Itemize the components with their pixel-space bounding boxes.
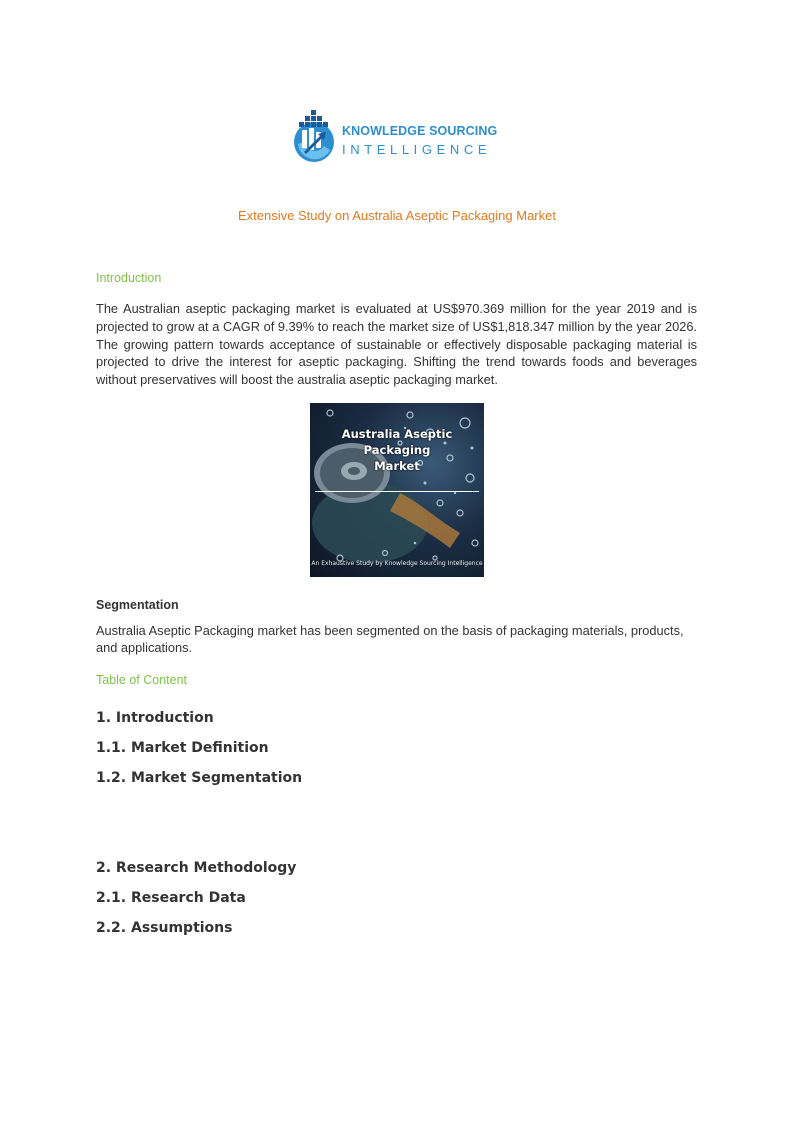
toc-item-assumptions: 2.2. Assumptions	[96, 920, 233, 936]
toc-item-research-methodology: 2. Research Methodology	[96, 860, 297, 876]
toc-item-introduction: 1. Introduction	[96, 710, 214, 726]
introduction-heading: Introduction	[96, 271, 162, 285]
segmentation-heading: Segmentation	[96, 598, 179, 612]
report-cover-image	[310, 403, 484, 577]
introduction-paragraph: The Australian aseptic packaging market is evaluated at US$970.369 million for the year 2019 and is projected to grow at a CAGR of 9.39% to reach the market size of US$1,818.347 million by the year 2026. The growing pattern towards acceptance of sustainable or effectively disposable packaging material is projected to drive the interest for aseptic packaging. Shifting the trend towards foods and beverages without preservatives will boost the australia aseptic packaging market.	[96, 301, 697, 388]
toc-heading: Table of Content	[96, 673, 188, 687]
logo-wordmark-line1: KNOWLEDGE SOURCING	[342, 124, 498, 138]
toc-item-market-definition: 1.1. Market Definition	[96, 740, 269, 756]
cover-title: Australia Aseptic Packaging Market	[341, 427, 453, 473]
segmentation-paragraph: Australia Aseptic Packaging market has been segmented on the basis of packaging materials, products, and applications.	[96, 623, 684, 655]
document-title: Extensive Study on Australia Aseptic Packaging Market	[238, 208, 556, 223]
toc-item-research-data: 2.1. Research Data	[96, 890, 246, 906]
logo-wordmark-line2: INTELLIGENCE	[342, 142, 492, 157]
cover-caption: An Exhaustive Study by Knowledge Sourcing Intelligence	[311, 560, 483, 567]
cover-divider	[315, 491, 479, 492]
bar-chart-globe-logo-icon	[290, 104, 340, 166]
toc-item-market-segmentation: 1.2. Market Segmentation	[96, 770, 303, 786]
company-logo	[290, 104, 510, 166]
